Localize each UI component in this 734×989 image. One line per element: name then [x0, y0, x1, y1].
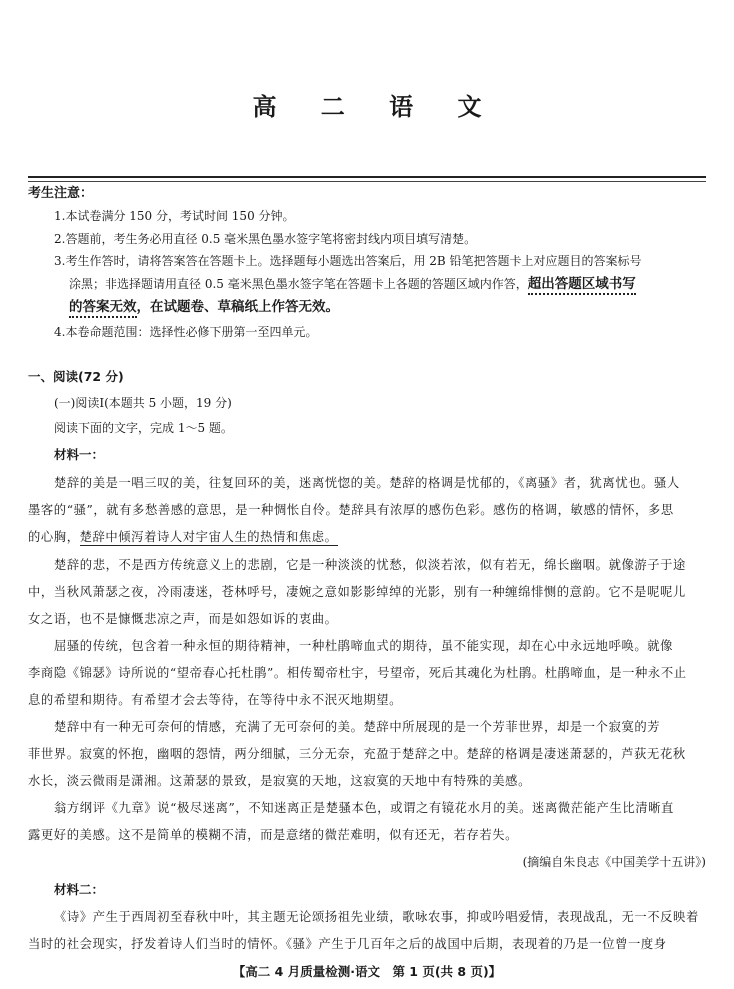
notice-item-3-text: 涂黑；非选择题请用直径 0.5 毫米黑色墨水签字笔在答题卡上各题的答题区域内作答， — [69, 277, 528, 291]
material-1-line: 水长，淡云微雨是潇湘。这萧瑟的景致，是寂寞的天地，这寂寞的天地中有特殊的美感。 — [28, 774, 531, 788]
material-1-source: (摘编自朱良志《中国美学十五讲》) — [522, 855, 706, 869]
material-2-heading: 材料二： — [54, 882, 105, 897]
material-1-line: 李商隐《锦瑟》诗所说的“望帝春心托杜鹃”。相传蜀帝杜宇，号望帝，死后其魂化为杜鹃。杜鹃啼血，是一种永不止 — [28, 666, 687, 680]
page-footer: 【高二 4 月质量检测·语文 第 1 页(共 8 页)】 — [232, 964, 502, 979]
notice-item-3-line2 — [69, 273, 636, 295]
notice-item-1: 1.本试卷满分 150 分，考试时间 150 分钟。 — [54, 209, 295, 223]
material-1-line: 中，当秋风萧瑟之夜，冷雨凄迷，苍林呼号，凄婉之意如影影绰绰的光影，别有一种缠绵悱恻的意韵。它不是呢呢儿 — [28, 585, 686, 599]
material-1-line — [28, 527, 338, 547]
notice-item-3-line1: 3.考生作答时，请将答案答在答题卡上。选择题每小题选出答案后，用 2B 铅笔把答题卡上对应题目的答案标号 — [54, 254, 642, 268]
section-heading: 一、阅读(72 分) — [28, 369, 124, 384]
material-1-line: 屈骚的传统，包含着一种永恒的期待精神，一种杜鹃啼血式的期待，虽不能实现，却在心中永远地呼唤。就像 — [54, 639, 674, 653]
material-1-text: 的心胸， — [28, 530, 80, 544]
notice-item-3-emphasis-c: ，在试题卷、草稿纸上作答无效。 — [136, 299, 339, 315]
notice-item-3-emphasis-b: 的答案无效 — [69, 299, 137, 318]
notice-heading: 考生注意： — [28, 186, 94, 201]
notice-item-4: 4.本卷命题范围：选择性必修下册第一至四单元。 — [54, 325, 318, 339]
material-1-line: 息的希望和期待。有希望才会去等待，在等待中永不泯灭地期望。 — [28, 693, 403, 707]
material-1-line: 翁方纲评《九章》说“极尽迷离”，不知迷离正是楚骚本色，或谓之有镜花水月的美。迷离微茫能产生比清晰直 — [54, 801, 674, 815]
material-1-heading: 材料一： — [54, 447, 105, 462]
material-1-line: 楚辞中有一种无可奈何的情感，充满了无可奈何的美。楚辞中所展现的是一个芳菲世界，却是一个寂寞的芳 — [54, 720, 661, 734]
material-2-line: 《诗》产生于西周初至春秋中叶，其主题无论颂扬祖先业绩，歌咏农事，抑或吟唱爱情，表现战乱，无一不反映着 — [54, 910, 699, 924]
material-1-line: 菲世界。寂寞的怀抱，幽咽的怨情，两分细腻，三分无奈，充盈于楚辞之中。楚辞的格调是凄迷萧瑟的，芦荻无花秋 — [28, 747, 686, 761]
material-1-line: 女之语，也不是慷慨悲凉之声，而是如怨如诉的衷曲。 — [28, 612, 338, 626]
material-2-line: 当时的社会现实，抒发着诗人们当时的情怀。《骚》产生于几百年之后的战国中后期，表现着的乃是一位曾一度身 — [28, 937, 667, 951]
material-1-line: 墨客的“骚”，就有多愁善感的意思，是一种惆怅自伶。楚辞具有浓厚的感伤色彩。感伤的格调，敏感的情怀，多思 — [28, 503, 674, 517]
subsection-heading: (一)阅读Ⅰ(本题共 5 小题，19 分) — [54, 396, 232, 410]
notice-item-3-line3 — [69, 296, 339, 318]
material-1-line: 楚辞的悲，不是西方传统意义上的悲剧，它是一种淡淡的忧愁，似淡若浓，似有若无，绵长幽咽。就像游子于途 — [54, 558, 686, 572]
material-1-underlined-sentence: 楚辞中倾泻着诗人对宇宙人生的热情和焦虑。 — [79, 530, 338, 544]
material-1-line: 露更好的美感。这不是简单的模糊不清，而是意绪的微茫难明，似有还无，若存若失。 — [28, 828, 519, 842]
material-1-line: 楚辞的美是一唱三叹的美，往复回环的美，迷离恍惚的美。楚辞的格调是忧郁的，《离骚》者，犹离忧也。骚人 — [54, 476, 680, 490]
divider-thin — [28, 181, 706, 182]
reading-instruction: 阅读下面的文字，完成 1～5 题。 — [54, 421, 233, 435]
notice-item-2: 2.答题前，考生务必用直径 0.5 毫米黑色墨水签字笔将密封线内项目填写清楚。 — [54, 232, 477, 246]
page-title: 高 二 语 文 — [252, 92, 500, 121]
notice-item-3-emphasis-a: 超出答题区域书写 — [528, 276, 636, 295]
divider-thick — [28, 176, 706, 178]
